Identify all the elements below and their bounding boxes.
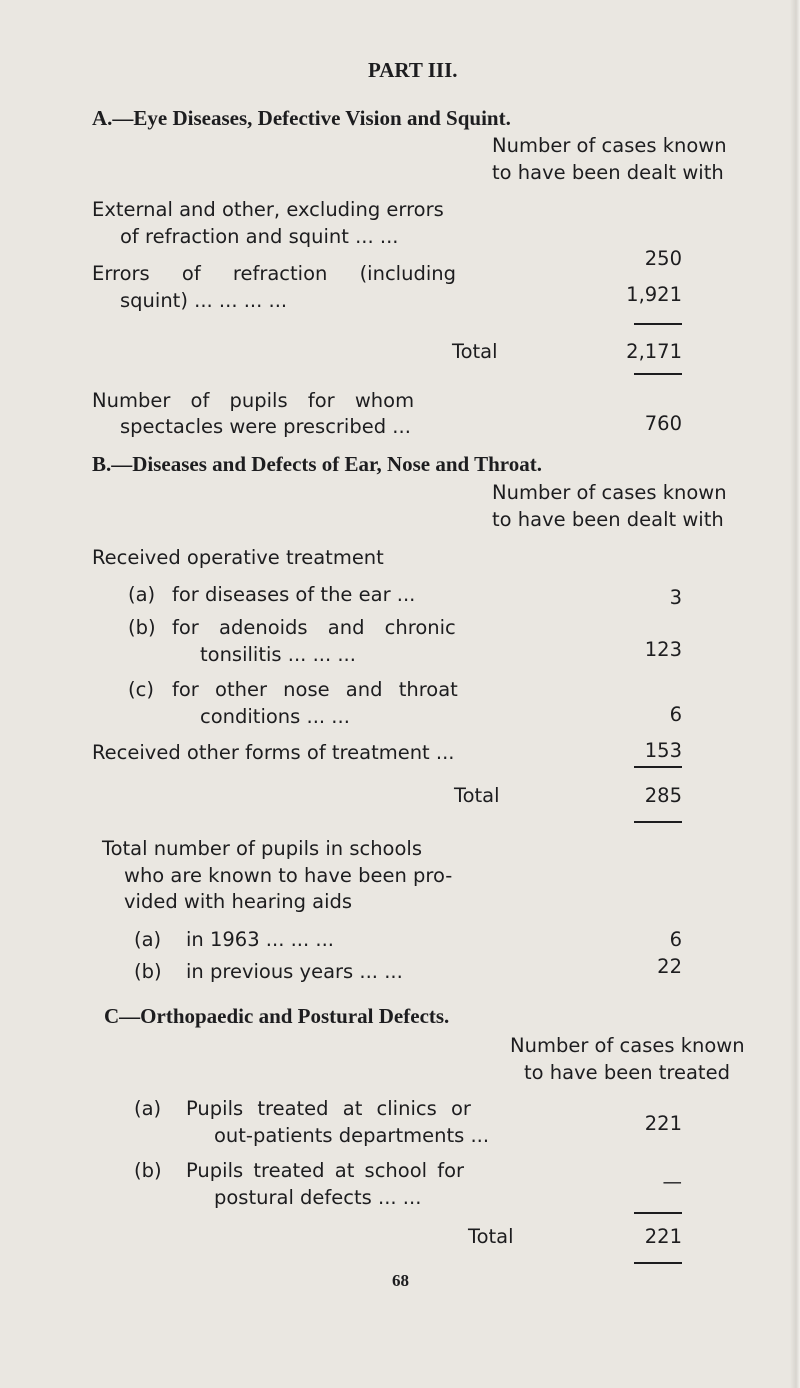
section-b-c-line2: conditions ... ... xyxy=(200,705,350,728)
section-a-row3-line2: spectacles were prescribed ... xyxy=(120,415,411,438)
section-b-hb-label: (b) xyxy=(134,960,162,983)
rule xyxy=(634,1212,682,1214)
section-c-b-line2: postural defects ... ... xyxy=(214,1186,422,1209)
section-b-c-line1: for other nose and throat xyxy=(172,678,458,701)
section-c-total-label: Total xyxy=(468,1225,514,1248)
section-b-a-line1: for diseases of the ear ... xyxy=(172,583,416,606)
rule xyxy=(634,821,682,823)
section-b-hearing-line2: who are known to have been pro- xyxy=(124,864,453,887)
section-a-heading: A.—Eye Diseases, Defective Vision and Squint. xyxy=(92,106,511,130)
section-b-col-header-1: Number of cases known xyxy=(492,481,727,504)
rule xyxy=(634,1262,682,1264)
section-b-other-value: 153 xyxy=(644,739,682,762)
section-c-a-line1: Pupils treated at clinics or xyxy=(186,1097,471,1120)
rule xyxy=(634,373,682,375)
section-b-c-value: 6 xyxy=(669,703,682,726)
section-a-row1-line1: External and other, excluding errors xyxy=(92,198,444,221)
rule xyxy=(634,766,682,768)
section-b-b-value: 123 xyxy=(644,638,682,661)
section-b-ha-line1: in 1963 ... ... ... xyxy=(186,928,334,951)
section-b-c-label: (c) xyxy=(128,678,154,701)
section-b-b-line2: tonsilitis ... ... ... xyxy=(200,643,356,666)
section-a-row2-value: 1,921 xyxy=(626,283,682,306)
section-c-b-line1: Pupils treated at school for xyxy=(186,1159,465,1182)
section-c-col-header-1: Number of cases known xyxy=(510,1034,745,1057)
section-b-heading: B.—Diseases and Defects of Ear, Nose and Throat. xyxy=(92,452,542,476)
section-b-total-label: Total xyxy=(454,784,500,807)
section-a-total-value: 2,171 xyxy=(626,340,682,363)
section-a-row2-line1: Errors of refraction (including xyxy=(92,262,456,285)
section-b-ha-label: (a) xyxy=(134,928,162,951)
section-b-hb-line1: in previous years ... ... xyxy=(186,960,403,983)
section-a-row3-value: 760 xyxy=(644,412,682,435)
section-c-heading: C—Orthopaedic and Postural Defects. xyxy=(104,1004,450,1028)
section-c-a-value: 221 xyxy=(644,1112,682,1135)
section-b-hearing-line1: Total number of pupils in schools xyxy=(102,837,422,860)
section-a-col-header-1: Number of cases known xyxy=(492,134,727,157)
section-a-row3-line1: Number of pupils for whom xyxy=(92,389,415,412)
rule xyxy=(634,323,682,325)
section-b-col-header-2: to have been dealt with xyxy=(492,508,724,531)
section-c-col-header-2: to have been treated xyxy=(524,1061,730,1084)
section-b-a-label: (a) xyxy=(128,583,156,606)
section-b-b-label: (b) xyxy=(128,616,156,639)
section-c-a-line2: out-patients departments ... xyxy=(214,1124,490,1147)
section-a-row1-value: 250 xyxy=(644,247,682,270)
section-b-hb-value: 22 xyxy=(657,955,682,978)
section-b-other-label: Received other forms of treatment ... xyxy=(92,741,455,764)
section-c-b-value: — xyxy=(662,1170,682,1193)
section-b-hearing-line3: vided with hearing aids xyxy=(124,890,353,913)
section-b-ha-value: 6 xyxy=(669,928,682,951)
section-a-row2-line2: squint) ... ... ... ... xyxy=(120,289,288,312)
section-b-total-value: 285 xyxy=(644,784,682,807)
page-number: 68 xyxy=(392,1271,409,1290)
section-a-col-header-2: to have been dealt with xyxy=(492,161,724,184)
section-a-total-label: Total xyxy=(452,340,498,363)
section-b-a-value: 3 xyxy=(669,586,682,609)
section-c-total-value: 221 xyxy=(644,1225,682,1248)
section-a-row1-line2: of refraction and squint ... ... xyxy=(120,225,399,248)
part-title: PART III. xyxy=(368,58,458,82)
section-c-b-label: (b) xyxy=(134,1159,162,1182)
section-b-b-line1: for adenoids and chronic xyxy=(172,616,456,639)
page-edge-shadow xyxy=(790,0,800,1388)
section-b-received-op: Received operative treatment xyxy=(92,546,384,569)
section-c-a-label: (a) xyxy=(134,1097,162,1120)
